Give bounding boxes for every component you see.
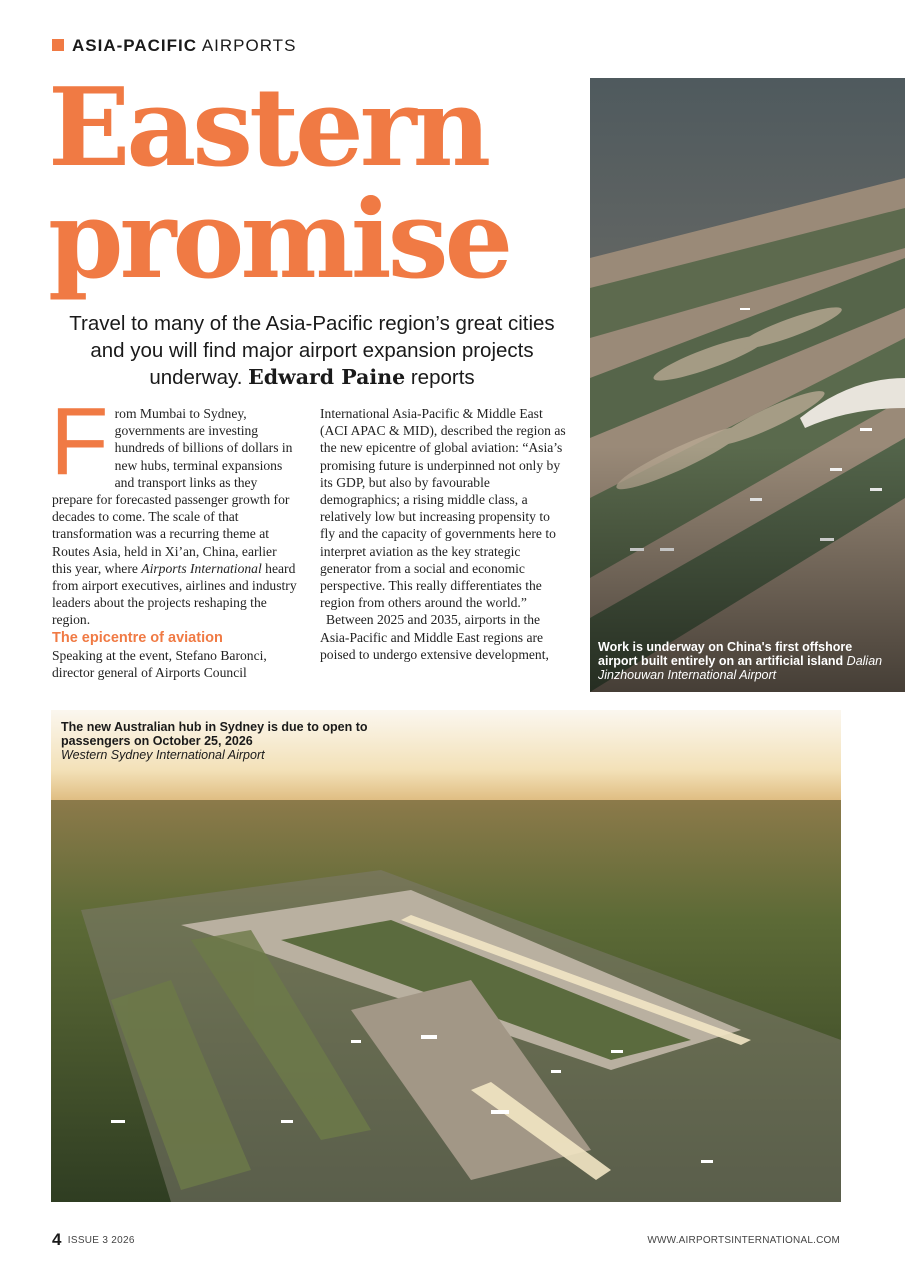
standfirst (52, 310, 572, 391)
article-paragraph-3: Between 2025 and 2035, airports in the Asia-Pacific and Middle East regions are poised to undergo extensive development, (320, 612, 549, 662)
caption-sydney-text: The new Australian hub in Sydney is due to open to passengers on October 25, 2026 (61, 720, 368, 748)
article-paragraph-2-cont: International Asia-Pacific & Middle East (ACI APAC & MID), described the region as the new epicentre of global aviation: “Asia’s promising future is underpinned not only by its GDP, but also by favourable demographics; a rising middle class, a relatively low but increasing propensity to fly and the capacity of governments here to interpret aviation as the key strategic generator from a social and economic perspective. This really differentiates the region from others around the world.” (320, 406, 566, 611)
caption-dalian-credit: Dalian Jinzhouwan International Airport (598, 654, 883, 682)
headline-line1: Eastern (48, 65, 488, 191)
publication-name: Airports International (141, 560, 262, 576)
footer-website: WWW.AIRPORTSINTERNATIONAL.COM (647, 1235, 840, 1246)
standfirst-reports: reports (410, 366, 475, 389)
paragraph-1-text: rom Mumbai to Sydney, governments are investing hundreds of billions of dollars in new hubs, terminal expansions and transport links as they prepare for forecasted passenger growth for decades to come. The scale of that transformation was a recurring theme at Routes Asia, held in Xi’an, China, earlier this year, where (52, 406, 293, 576)
issue-label: ISSUE 3 2026 (67, 1235, 135, 1246)
footer-issue (52, 1230, 135, 1250)
sydney-airport-photo (51, 710, 841, 1202)
article-column-2 (320, 405, 567, 663)
dalian-airport-render (590, 78, 905, 692)
paragraph-1-end: heard from airport executives, airlines and industry leaders about the projects reshaping the region. (52, 560, 297, 628)
caption-sydney-credit: Western Sydney International Airport (61, 748, 265, 762)
section-tag (52, 36, 296, 56)
dalian-airport-photo (590, 78, 905, 692)
article-column-1 (50, 388, 299, 681)
caption-dalian (598, 640, 888, 682)
sydney-airport-render (51, 710, 841, 1202)
section-square-icon (52, 39, 64, 51)
subheading: The epicentre of aviation (52, 629, 223, 646)
author-name: Edward Paine (248, 365, 406, 389)
caption-dalian-text: Work is underway on China's first offshore airport built entirely on an artificial island (598, 640, 853, 668)
headline-line2: promise (48, 177, 510, 303)
caption-sydney (61, 720, 391, 762)
article-paragraph-1 (50, 388, 299, 629)
headline (48, 65, 588, 303)
page-number: 4 (52, 1230, 62, 1249)
section-tag-bold: ASIA-PACIFIC (72, 36, 198, 55)
standfirst-text: Travel to many of the Asia-Pacific region’s great cities and you will find major airport expansion projects underway. (69, 312, 555, 389)
article-paragraph-2-start: Speaking at the event, Stefano Baronci, director general of Airports Council (52, 647, 267, 680)
section-tag-rest: AIRPORTS (201, 36, 297, 55)
drop-cap: F (50, 388, 109, 495)
